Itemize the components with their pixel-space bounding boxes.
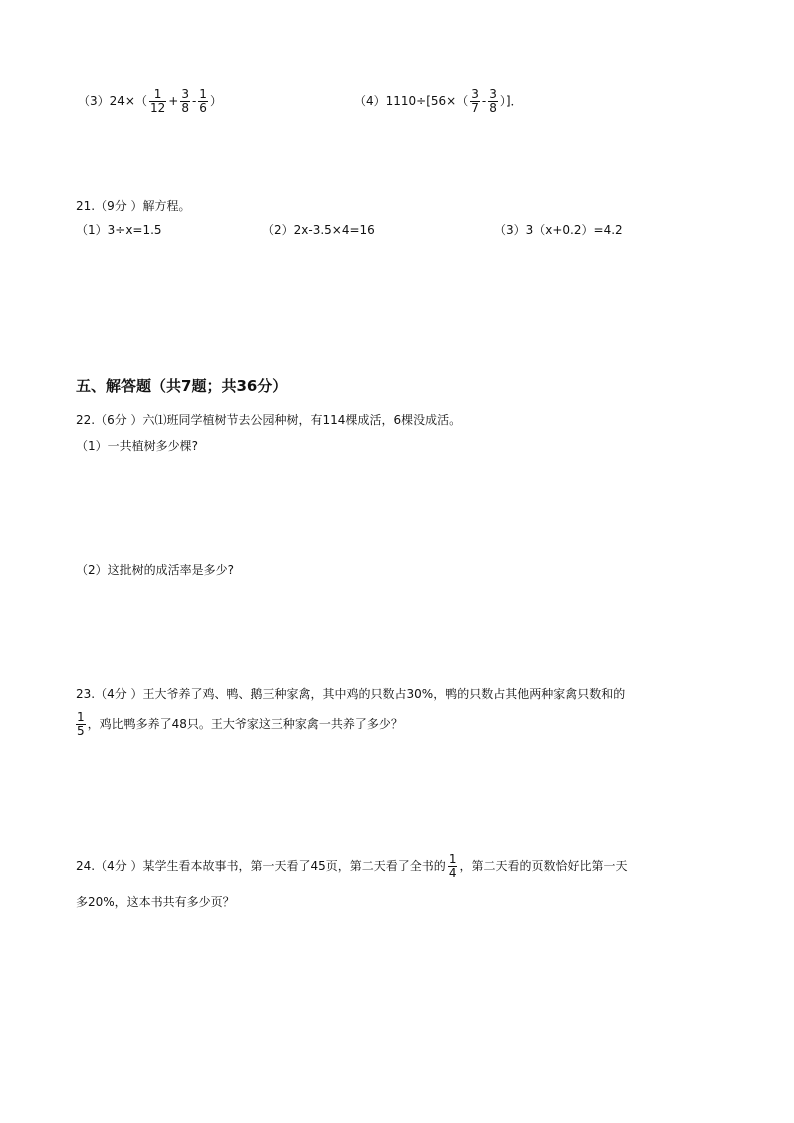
fraction-1-5: $\frac{1}{5}$ <box>77 710 85 738</box>
q23-line-2: $\frac{1}{5}$ ，鸡比鸭多养了48只。王大爷家这三种家禽一共养了多少？ <box>77 710 403 738</box>
q23-line-1: 23.（4分 ）王大爷养了鸡、鸭、鹅三种家禽，其中鸡的只数占30%，鸭的只数占其他两种家禽只数和的 <box>76 687 626 701</box>
section-title: 五、解答题（共7题；共36分） <box>76 377 288 395</box>
fraction-1-4: $\frac{1}{4}$ <box>448 852 457 880</box>
q24-line-2: 多20%，这本书共有多少页？ <box>76 895 235 909</box>
q21-item-1: （1）3÷x=1.5 <box>76 223 162 237</box>
fraction-3-8: $\frac{3}{8}$ <box>181 87 189 115</box>
q24-line-1: 24.（4分 ）某学生看本故事书，第一天看了45页，第二天看了全书的 $\frac{1}{4}$ ，第二天看的页数恰好比第一天 <box>76 852 628 880</box>
fraction-3-8b: $\frac{3}{8}$ <box>489 87 497 115</box>
q21-header: 21.（9分 ）解方程。 <box>76 199 191 213</box>
q20-item-4: （4）1110÷[56×（ $\frac{3}{7}$ - $\frac{3}{8}$ ）]． <box>354 87 523 115</box>
fraction-1-6: $\frac{1}{6}$ <box>199 87 207 115</box>
q22-header: 22.（6分 ）六⑴班同学植树节去公园种树，有114棵成活，6棵没成活。 <box>76 413 462 427</box>
q21-item-2: （2）2x-3.5×4=16 <box>262 223 375 237</box>
q20-item-3: （3）24×（ $\frac{1}{12}$ + $\frac{3}{8}$ - $\frac{1}{6}$ ） <box>78 87 222 115</box>
q21-item-3: （3）3（x+0.2）=4.2 <box>494 223 623 237</box>
q22-sub-1: （1）一共植树多少棵? <box>76 439 199 453</box>
fraction-1-12: $\frac{1}{12}$ <box>149 87 166 115</box>
q22-sub-2: （2）这批树的成活率是多少? <box>76 563 235 577</box>
fraction-3-7: $\frac{3}{7}$ <box>471 87 479 115</box>
